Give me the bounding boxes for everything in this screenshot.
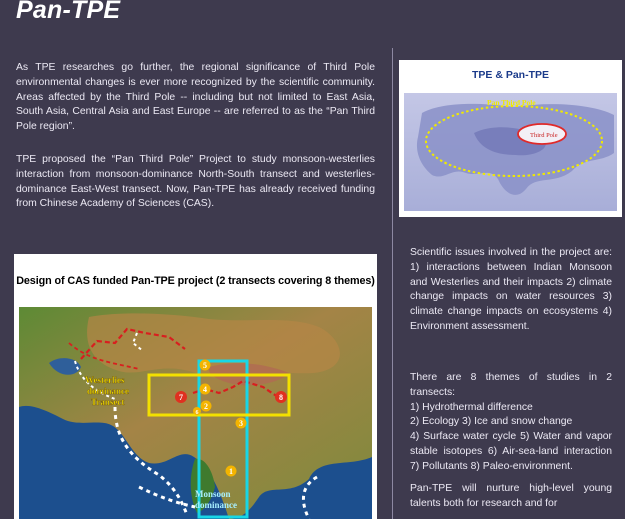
westerlies-transect-label xyxy=(85,375,129,407)
themes-line-1: 1) Hydrothermal difference xyxy=(410,401,533,413)
svg-text:Monsoon: Monsoon xyxy=(195,489,231,499)
theme-marker-5: 5 xyxy=(203,361,207,370)
theme-marker-7: 7 xyxy=(179,393,183,402)
column-divider xyxy=(392,48,393,519)
third-pole-map-label: Third Pole xyxy=(530,132,558,139)
theme-marker-8: 8 xyxy=(279,393,283,402)
themes-line-3: 4) Surface water cycle 5) Water and vapor stable isotopes 6) Air-sea-land interaction 7) Pollutants 8) Paleo-environment. xyxy=(410,431,612,472)
svg-text:Westerlies: Westerlies xyxy=(85,375,125,385)
tpe-region-map xyxy=(404,93,617,211)
tpe-pan-tpe-figure xyxy=(399,60,622,217)
themes-line-2: 2) Ecology 3) Ice and snow change xyxy=(410,416,573,428)
pan-tpe-design-figure xyxy=(14,254,377,519)
intro-paragraph: As TPE researches go further, the regional significance of Third Pole environmental changes is ever more recognized by the scientific community. Areas affected by the Third Pole -- including but not limited to East Asia, South Asia, Central Asia and East Europe -- are referred to as the “Pan Third Pole region”. xyxy=(16,62,375,133)
theme-marker-4: 4 xyxy=(203,385,207,394)
talents-paragraph: Pan-TPE will nurture high-level young talents both for research and for xyxy=(410,483,612,509)
theme-marker-1: 1 xyxy=(229,467,233,476)
scientific-issues-paragraph: Scientific issues involved in the project are: 1) interactions between Indian Monsoon and Westerlies and their impacts 2) climate change impacts on water resources 3) climate change impacts on ecosystems 4) Environment assessment. xyxy=(410,247,612,332)
theme-marker-3: 3 xyxy=(239,419,243,428)
theme-marker-2: 2 xyxy=(204,402,208,411)
theme-marker-6: 6 xyxy=(195,410,199,416)
project-paragraph: TPE proposed the “Pan Third Pole” Project to study monsoon-westerlies interaction from monsoon-dominance North-South transect and westerlies-dominance East-West transect. Now, Pan-TPE has already received funding from Chinese Academy of Sciences (CAS). xyxy=(16,154,375,210)
svg-text:Transect: Transect xyxy=(91,397,125,407)
svg-text:dominance: dominance xyxy=(195,500,238,510)
transects-map xyxy=(19,307,372,519)
design-figure-caption: Design of CAS funded Pan-TPE project (2 transects covering 8 themes) xyxy=(16,275,375,287)
svg-text:dominance: dominance xyxy=(87,386,130,396)
themes-paragraph xyxy=(410,371,612,475)
tpe-figure-caption: TPE & Pan-TPE xyxy=(471,69,549,81)
themes-intro: There are 8 themes of studies in 2 transects: xyxy=(410,372,612,398)
pan-third-pole-map-label: Pan Third Pole xyxy=(487,98,536,107)
page-title: Pan-TPE xyxy=(16,0,121,24)
